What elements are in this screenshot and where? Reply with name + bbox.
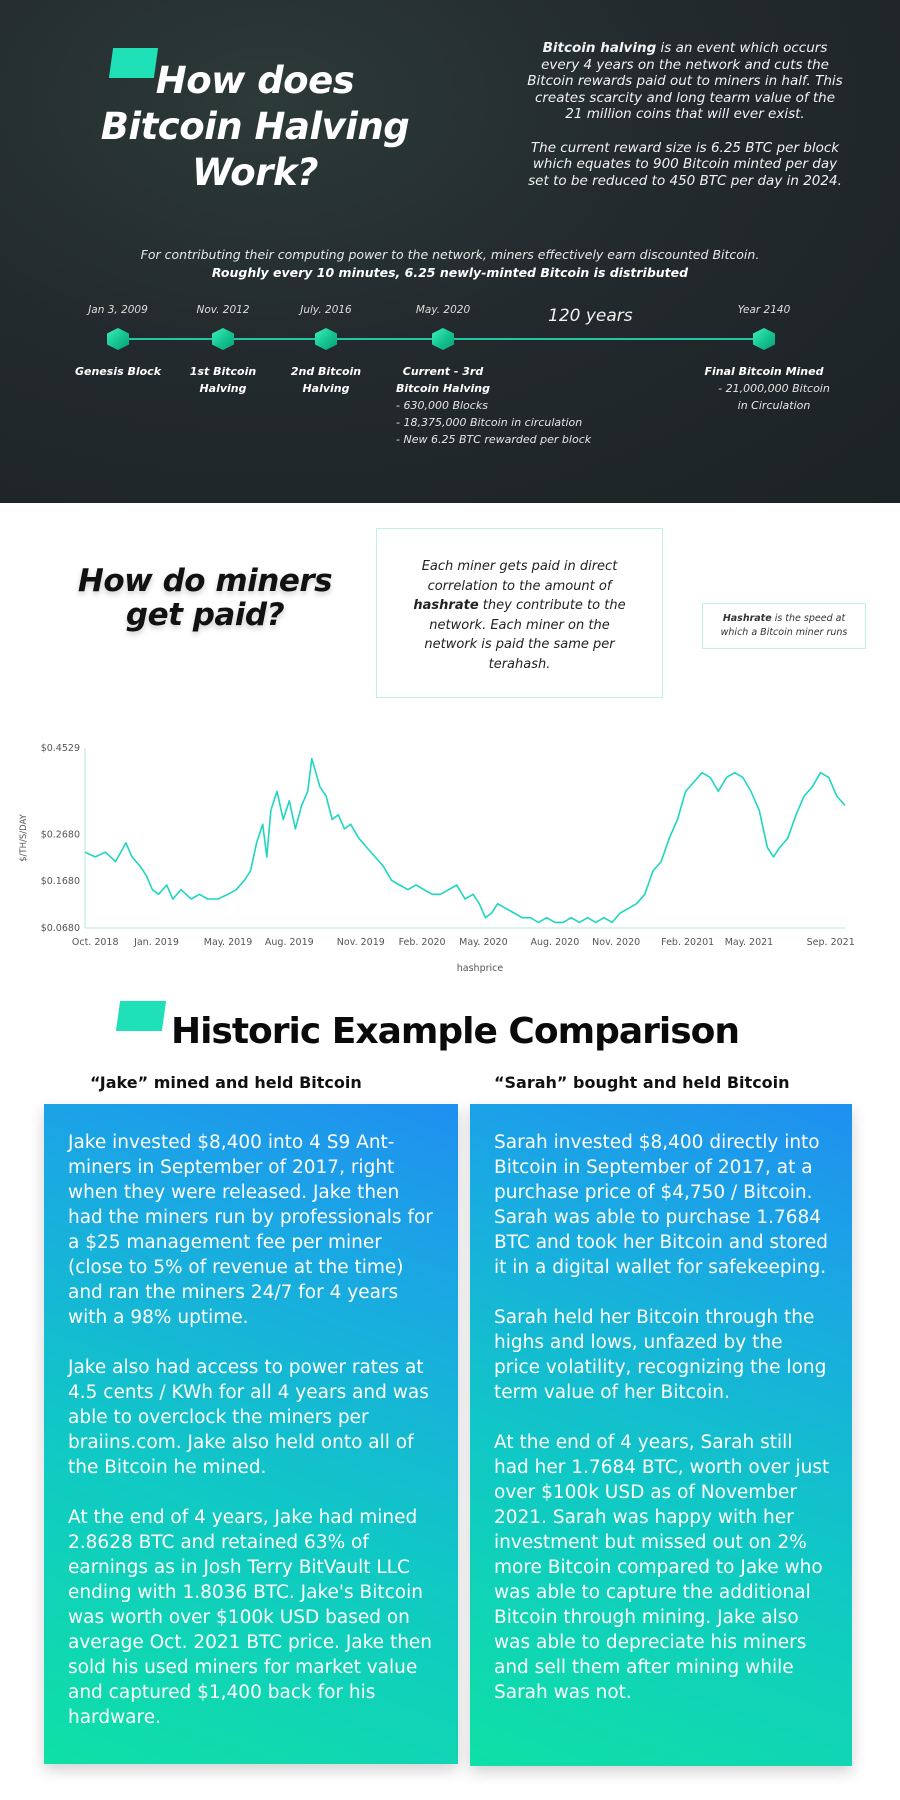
block-cube-icon	[753, 328, 775, 350]
contribution-note	[0, 246, 900, 282]
timeline-detail-line: - 630,000 Blocks	[396, 399, 488, 412]
y-tick-label: $0.2680	[40, 829, 80, 841]
payment-text: they contribute to the network. Each miner on the network is paid the same per terahash.	[424, 598, 626, 672]
jake-paragraph: Jake invested $8,400 into 4 S9 Ant-miners in September of 2017, right when they were released. Jake then had the miners run by professionals for a $25 management fee per miner (close to 5% of revenue at the time) and ran the miners 24/7 for 4 years with a 98% uptime.	[68, 1132, 433, 1328]
x-tick-label: Aug. 2019	[264, 937, 314, 948]
y-axis-label: $/TH/S/DAY	[19, 814, 29, 862]
hashrate-definition-box	[702, 603, 866, 649]
sarah-paragraph: Sarah held her Bitcoin through the highs and lows, unfazed by the price volatility, recognizing the long term value of her Bitcoin.	[494, 1307, 827, 1403]
jake-paragraph: Jake also had access to power rates at 4.5 cents / KWh for all 4 years and was able to overclock the miners per braiins.com. Jake also held onto all of the Bitcoin he mined.	[68, 1357, 429, 1478]
x-tick-label: Aug. 2020	[530, 937, 580, 948]
hashprice-series-line	[85, 759, 845, 923]
block-cube-icon	[315, 328, 337, 350]
hero-title-line: Bitcoin Halving	[100, 105, 410, 148]
timeline-detail-line: - New 6.25 BTC rewarded per block	[396, 433, 592, 446]
timeline-label: Final Bitcoin Mined	[704, 365, 824, 378]
jake-card	[44, 1104, 458, 1764]
x-tick-label: May. 2019	[203, 937, 253, 948]
timeline-date: Jan 3, 2009	[88, 304, 148, 316]
timeline-span-label: 120 years	[548, 306, 633, 326]
hero-title-line: How does	[155, 59, 355, 102]
contribution-line: For contributing their computing power to the network, miners effectively earn discounted Bitcoin.	[140, 247, 760, 262]
payment-text: Each miner gets paid in direct correlation to the amount of	[421, 559, 618, 594]
x-tick-label: Feb. 20201	[661, 937, 715, 948]
distribution-line: Roughly every 10 minutes, 6.25 newly-minted Bitcoin is distributed	[211, 265, 689, 280]
hero-title-line: Work?	[191, 151, 319, 194]
x-tick-label: Sep. 2021	[806, 937, 855, 948]
hero-section	[0, 0, 900, 503]
timeline-label: Genesis Block	[74, 365, 162, 378]
timeline-detail-line: - 21,000,000 Bitcoin	[718, 382, 830, 395]
timeline-label: 1st Bitcoin Halving	[189, 365, 257, 395]
x-tick-label: Feb. 2020	[398, 937, 446, 948]
halving-intro-paragraph	[525, 40, 845, 123]
timeline-date: Year 2140	[737, 304, 791, 316]
y-tick-label: $0.4529	[40, 743, 80, 754]
timeline-label: Current - 3rd Bitcoin Halving	[396, 365, 490, 395]
x-axis-label: hashprice	[456, 963, 504, 974]
miners-title-line: How do miners	[77, 563, 333, 599]
timeline-details	[396, 397, 591, 448]
x-tick-label: Oct. 2018	[71, 937, 119, 948]
halving-definition: is an event which occurs every 4 years on the network and cuts the Bitcoin rewards paid out to miners in half. This creates scarcity and long tearm value of the 21 million coins that will ever exist.	[527, 40, 843, 122]
hashprice-chart-svg	[10, 735, 890, 980]
jake-paragraph: At the end of 4 years, Jake had mined 2.8628 BTC and retained 63% of earnings as in Josh Terry BitVault LLC ending with 1.8036 BTC. Jake's Bitcoin was worth over $100k USD based on average Oct. 2021 BTC price. Jake then sold his used miners for market value and captured $1,400 back for his hardware.	[68, 1507, 433, 1728]
x-tick-label: May. 2021	[724, 937, 774, 948]
y-tick-label: $0.0680	[40, 923, 80, 934]
timeline-label: 2nd Bitcoin Halving	[290, 365, 362, 395]
miners-title-line: get paid?	[125, 597, 285, 633]
timeline-date: Nov. 2012	[196, 304, 250, 316]
block-cube-icon	[432, 328, 454, 350]
timeline-date: May. 2020	[415, 304, 471, 316]
timeline-date: July. 2016	[300, 304, 352, 316]
x-tick-label: May. 2020	[459, 937, 508, 948]
sarah-paragraph: At the end of 4 years, Sarah still had her 1.7684 BTC, worth over just over $100k USD as of November 2021. Sarah was happy with her investment but missed out on 2% more Bitcoin compared to Jake who was able to capture the additional Bitcoin through mining. Jake also was able to depreciate his miners and sell them after mining while Sarah was not.	[494, 1432, 830, 1703]
hero-title	[75, 58, 435, 196]
timeline-detail-line: - 18,375,000 Bitcoin in circulation	[396, 416, 583, 429]
hashrate-term: hashrate	[413, 598, 479, 613]
payment-explanation-box	[376, 528, 663, 698]
hashrate-term: Hashrate	[722, 613, 772, 624]
x-tick-label: Nov. 2019	[336, 937, 385, 948]
x-tick-label: Nov. 2020	[592, 937, 641, 948]
halving-intro	[525, 40, 845, 206]
halving-term: Bitcoin halving	[542, 40, 657, 56]
y-tick-label: $0.1680	[40, 876, 80, 888]
block-cube-icon	[212, 328, 234, 350]
reward-size-paragraph: The current reward size is 6.25 BTC per block which equates to 900 Bitcoin minted per day set to be reduced to 450 BTC per day in 2024.	[528, 139, 842, 189]
block-cube-icon	[107, 328, 129, 350]
sarah-paragraph: Sarah invested $8,400 directly into Bitcoin in September of 2017, at a purchase price of $4,750 / Bitcoin. Sarah was able to purchase 1.7684 BTC and took her Bitcoin and stored it in a digital wallet for safekeeping.	[494, 1132, 829, 1278]
sarah-heading: “Sarah” bought and held Bitcoin	[494, 1073, 790, 1092]
hashprice-chart	[10, 735, 890, 980]
hashrate-definition: is the speed at which a Bitcoin miner runs	[720, 613, 848, 638]
timeline-details	[714, 380, 834, 414]
historic-title: Historic Example Comparison	[170, 1011, 740, 1052]
sarah-card	[470, 1104, 852, 1766]
jake-heading: “Jake” mined and held Bitcoin	[90, 1073, 362, 1092]
x-tick-label: Jan. 2019	[134, 937, 179, 948]
miners-title	[55, 564, 355, 632]
timeline-detail-line: in Circulation	[737, 399, 811, 412]
